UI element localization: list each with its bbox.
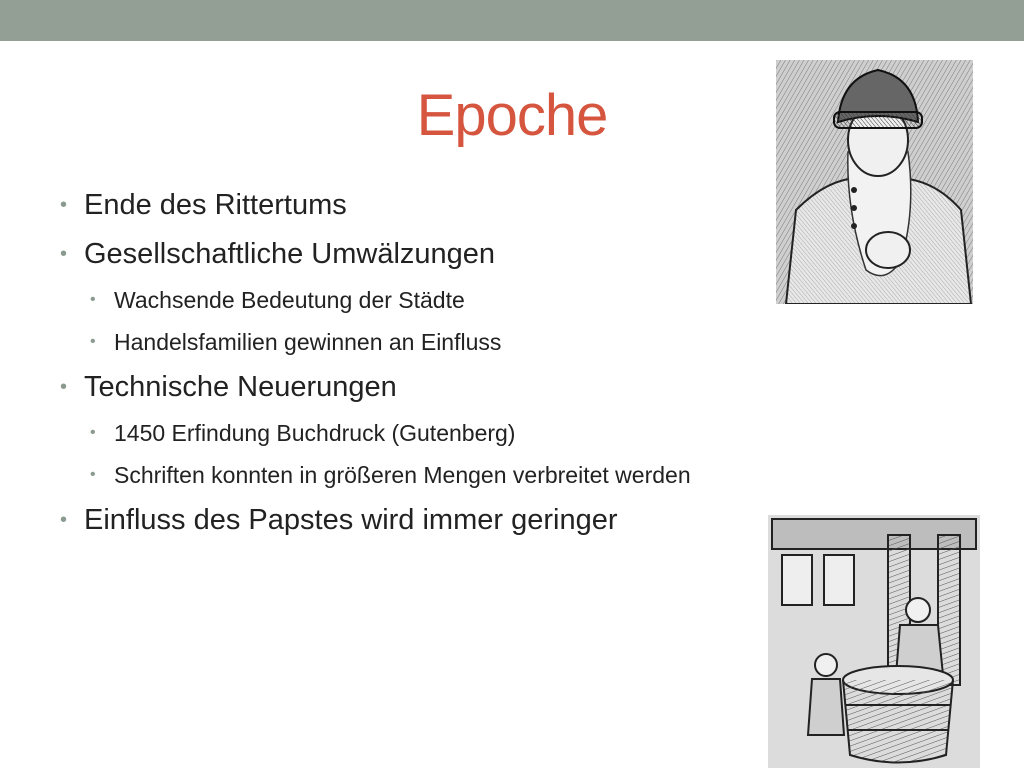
bullet-dot: • [60, 194, 68, 216]
bullet-text: Einfluss des Papstes wird immer geringer [84, 504, 618, 536]
bullet-dot: • [60, 243, 68, 265]
bullet-dot: • [90, 333, 96, 350]
bullet-text: Wachsende Bedeutung der Städte [114, 287, 465, 313]
printing-press-woodcut-image [768, 515, 980, 768]
bullet-text: Ende des Rittertums [84, 189, 347, 221]
bullet-text: 1450 Erfindung Buchdruck (Gutenberg) [114, 420, 516, 446]
bullet-item [60, 370, 780, 404]
bullet-list [60, 188, 780, 552]
bullet-dot: • [90, 291, 96, 308]
engraved-portrait-image [776, 60, 973, 304]
sub-bullet-item [60, 419, 780, 447]
bullet-text: Technische Neuerungen [84, 371, 397, 403]
slide-title: Epoche [416, 83, 608, 148]
sub-bullet-item [60, 328, 780, 356]
bullet-dot: • [90, 424, 96, 441]
bullet-item [60, 503, 780, 537]
top-accent-bar [0, 0, 1024, 41]
bullet-text: Gesellschaftliche Umwälzungen [84, 238, 496, 270]
bullet-dot: • [90, 466, 96, 483]
bullet-text: Handelsfamilien gewinnen an Einfluss [114, 329, 502, 355]
bullet-dot: • [60, 509, 68, 531]
sub-bullet-item [60, 461, 780, 489]
bullet-item [60, 188, 780, 222]
bullet-item [60, 237, 780, 271]
bullet-text: Schriften konnten in größeren Mengen verbreitet werden [114, 462, 691, 488]
bullet-dot: • [60, 376, 68, 398]
sub-bullet-item [60, 286, 780, 314]
